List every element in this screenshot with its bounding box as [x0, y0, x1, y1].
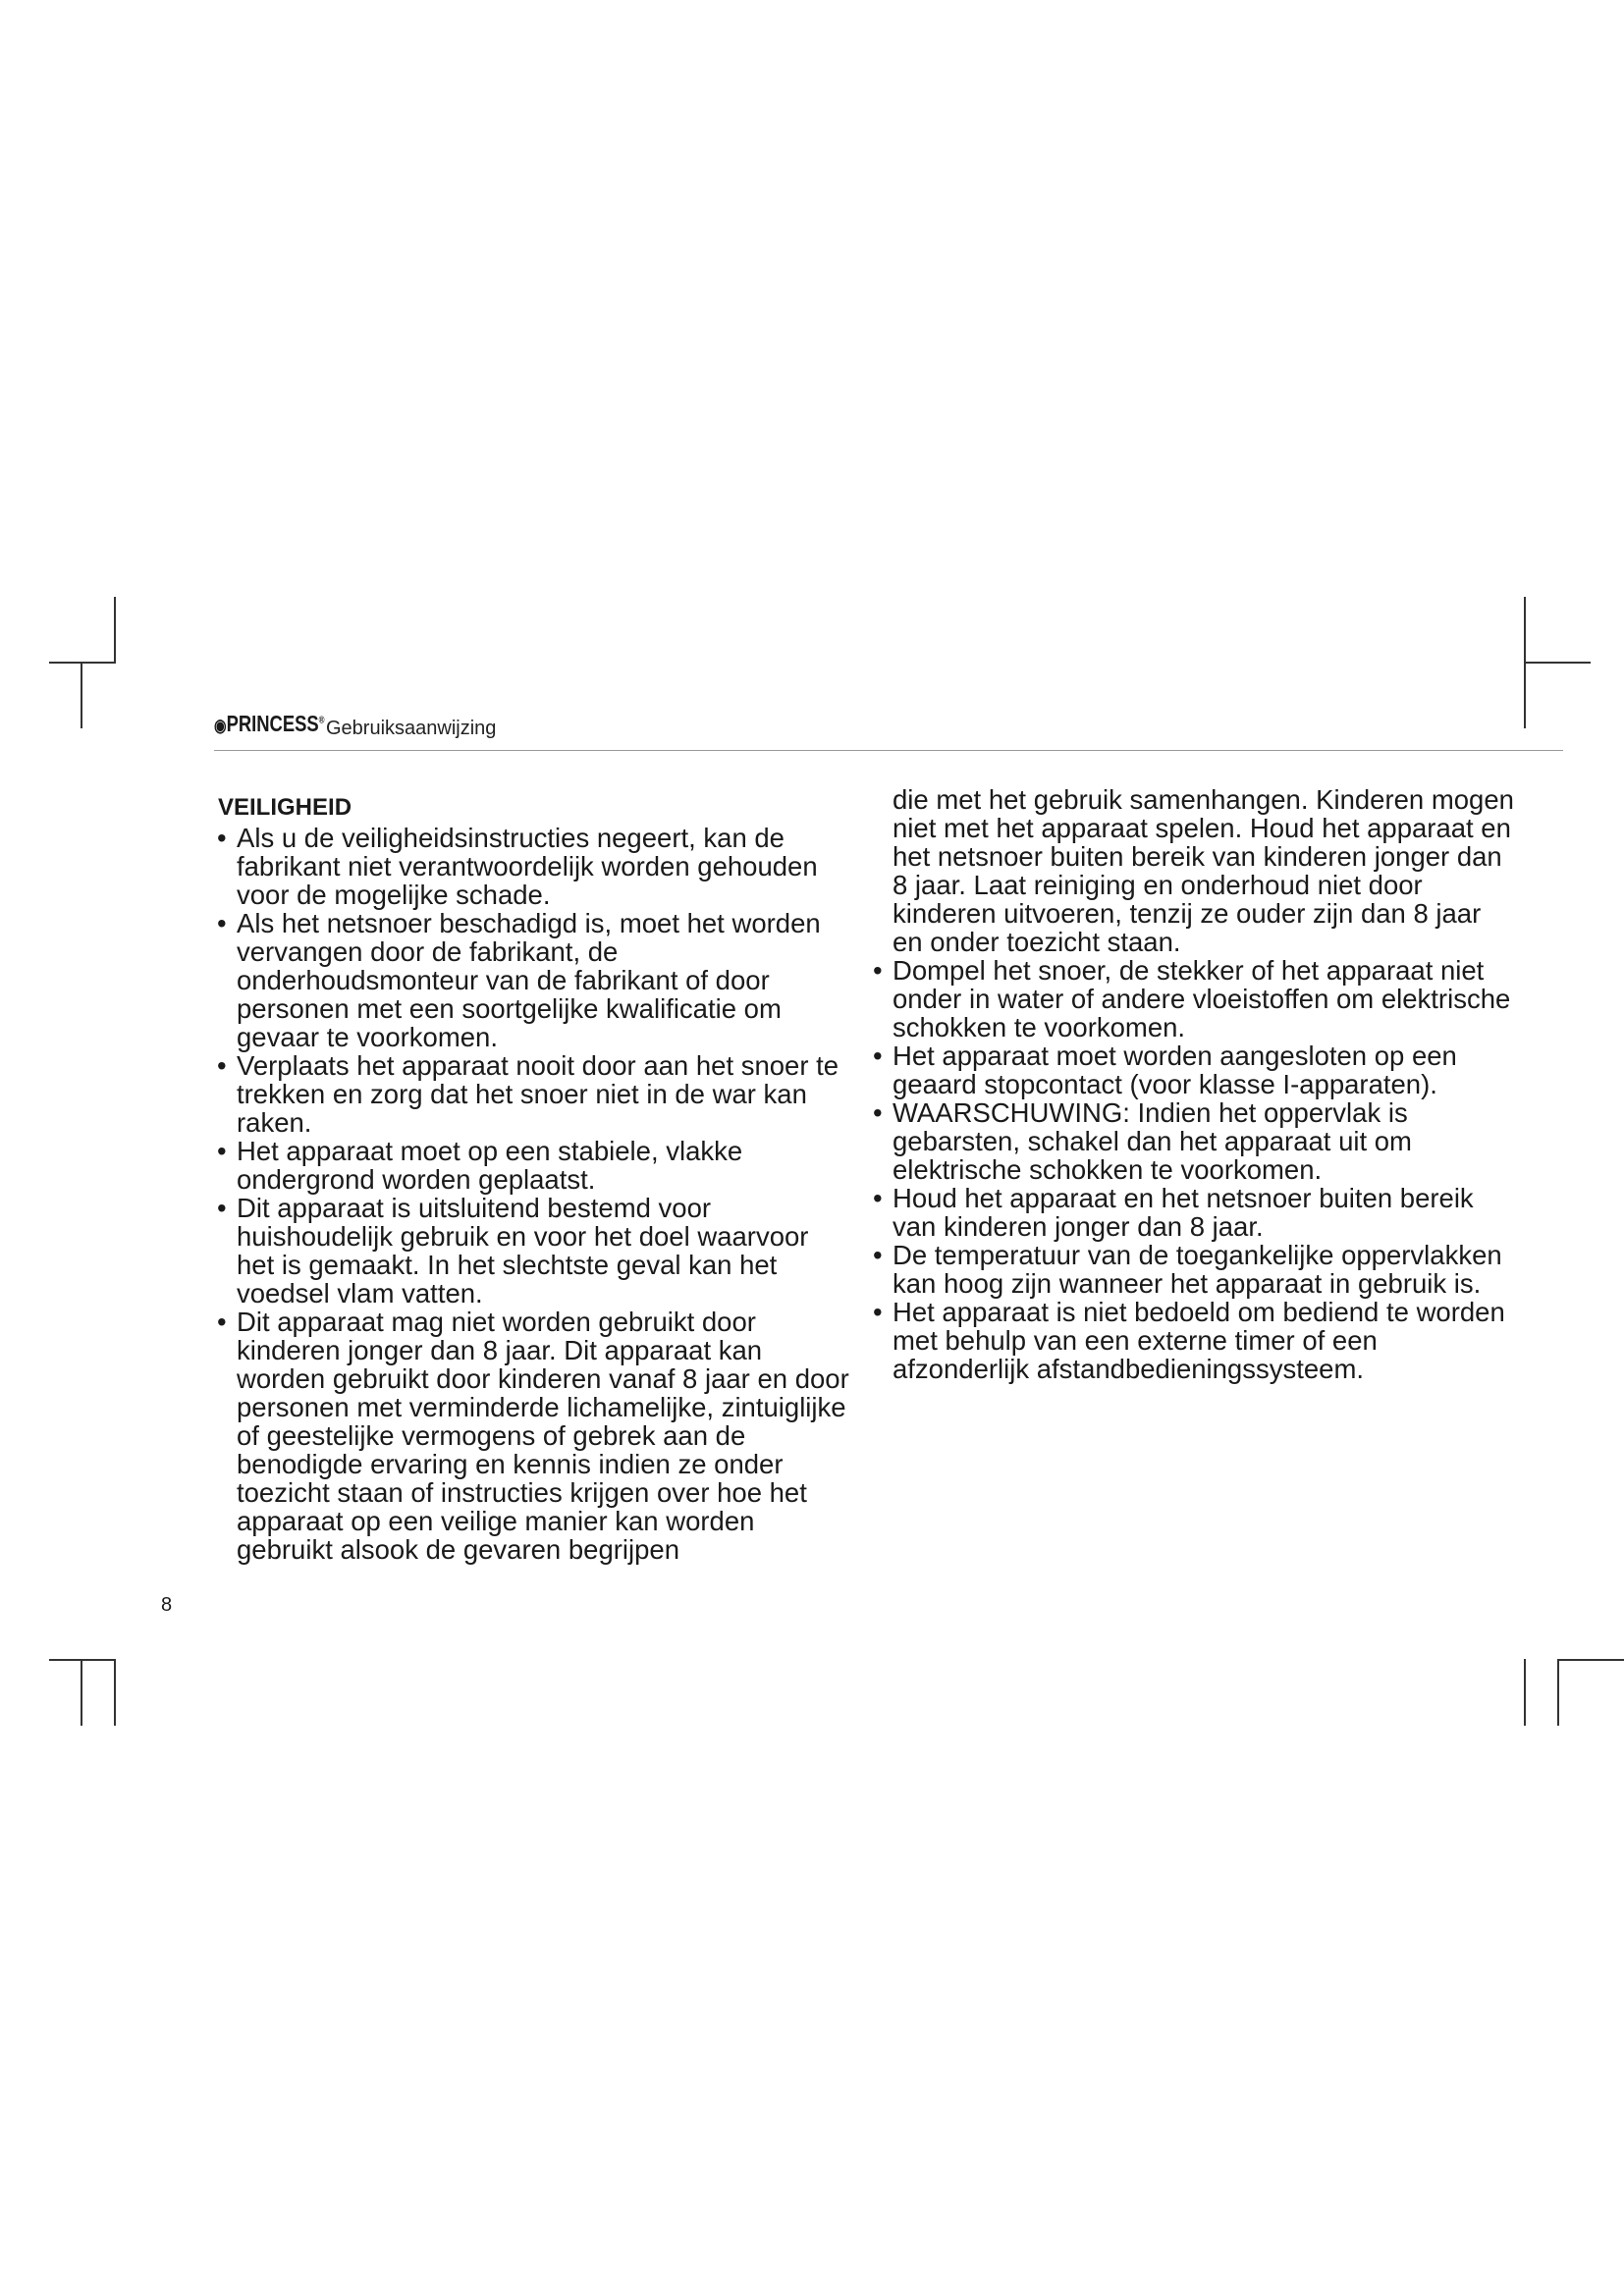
brand-logo: ◉PRINCESS® [214, 711, 325, 736]
right-column [870, 785, 1518, 1383]
list-item: • WAARSCHUWING: Indien het oppervlak is gebarsten, schakel dan het apparaat uit om elektrische schokken te voorkomen. [870, 1098, 1518, 1184]
list-item: • Het apparaat moet op een stabiele, vlakke ondergrond worden geplaatst. [214, 1137, 850, 1194]
list-item: • Als u de veiligheidsinstructies negeert, kan de fabrikant niet verantwoordelijk worden gehouden voor de mogelijke schade. [214, 824, 850, 909]
list-item: • Als het netsnoer beschadigd is, moet het worden vervangen door de fabrikant, de onderhoudsmonteur van de fabrikant of door personen met een soortgelijke kwalificatie om gevaar te voorkomen. [214, 909, 850, 1051]
list-item: • Dit apparaat is uitsluitend bestemd voor huishoudelijk gebruik en voor het doel waarvoor het is gemaakt. In het slechtste geval kan het voedsel vlam vatten. [214, 1194, 850, 1308]
header-divider [214, 750, 1563, 751]
list-item: • Het apparaat is niet bedoeld om bediend te worden met behulp van een externe timer of een afzonderlijk afstandbedieningssysteem. [870, 1298, 1518, 1383]
left-bullet-list [214, 824, 850, 1564]
list-item: • Dit apparaat mag niet worden gebruikt door kinderen jonger dan 8 jaar. Dit apparaat kan worden gebruikt door kinderen vanaf 8 jaar en door personen met verminderde lichamelijke, zintuiglijke of geestelijke vermogens of gebrek aan de benodigde ervaring en kennis indien ze onder toezicht staan of instructies krijgen over hoe het apparaat op een veilige manier kan worden gebruikt alsook de gevaren begrijpen [214, 1308, 850, 1564]
list-item: • Het apparaat moet worden aangesloten op een geaard stopcontact (voor klasse I-apparaten). [870, 1041, 1518, 1098]
left-column [214, 785, 850, 1564]
section-title: VEILIGHEID [218, 794, 352, 821]
list-item: • De temperatuur van de toegankelijke oppervlakken kan hoog zijn wanneer het apparaat in gebruik is. [870, 1241, 1518, 1298]
page-number: 8 [161, 1594, 173, 1616]
list-item: • Verplaats het apparaat nooit door aan het snoer te trekken en zorg dat het snoer niet in de war kan raken. [214, 1051, 850, 1137]
continued-text: die met het gebruik samenhangen. Kinderen mogen niet met het apparaat spelen. Houd het apparaat en het netsnoer buiten bereik van kinderen jonger dan 8 jaar. Laat reiniging en onderhoud niet door kinderen uitvoeren, tenzij ze ouder zijn dan 8 jaar en onder toezicht staan. [893, 784, 1514, 957]
page-header [214, 709, 1563, 748]
right-bullet-list [870, 956, 1518, 1383]
list-item: • Dompel het snoer, de stekker of het apparaat niet onder in water of andere vloeistoffen om elektrische schokken te voorkomen. [870, 956, 1518, 1041]
list-item: • Houd het apparaat en het netsnoer buiten bereik van kinderen jonger dan 8 jaar. [870, 1184, 1518, 1241]
document-subtitle: Gebruiksaanwijzing [326, 718, 497, 739]
